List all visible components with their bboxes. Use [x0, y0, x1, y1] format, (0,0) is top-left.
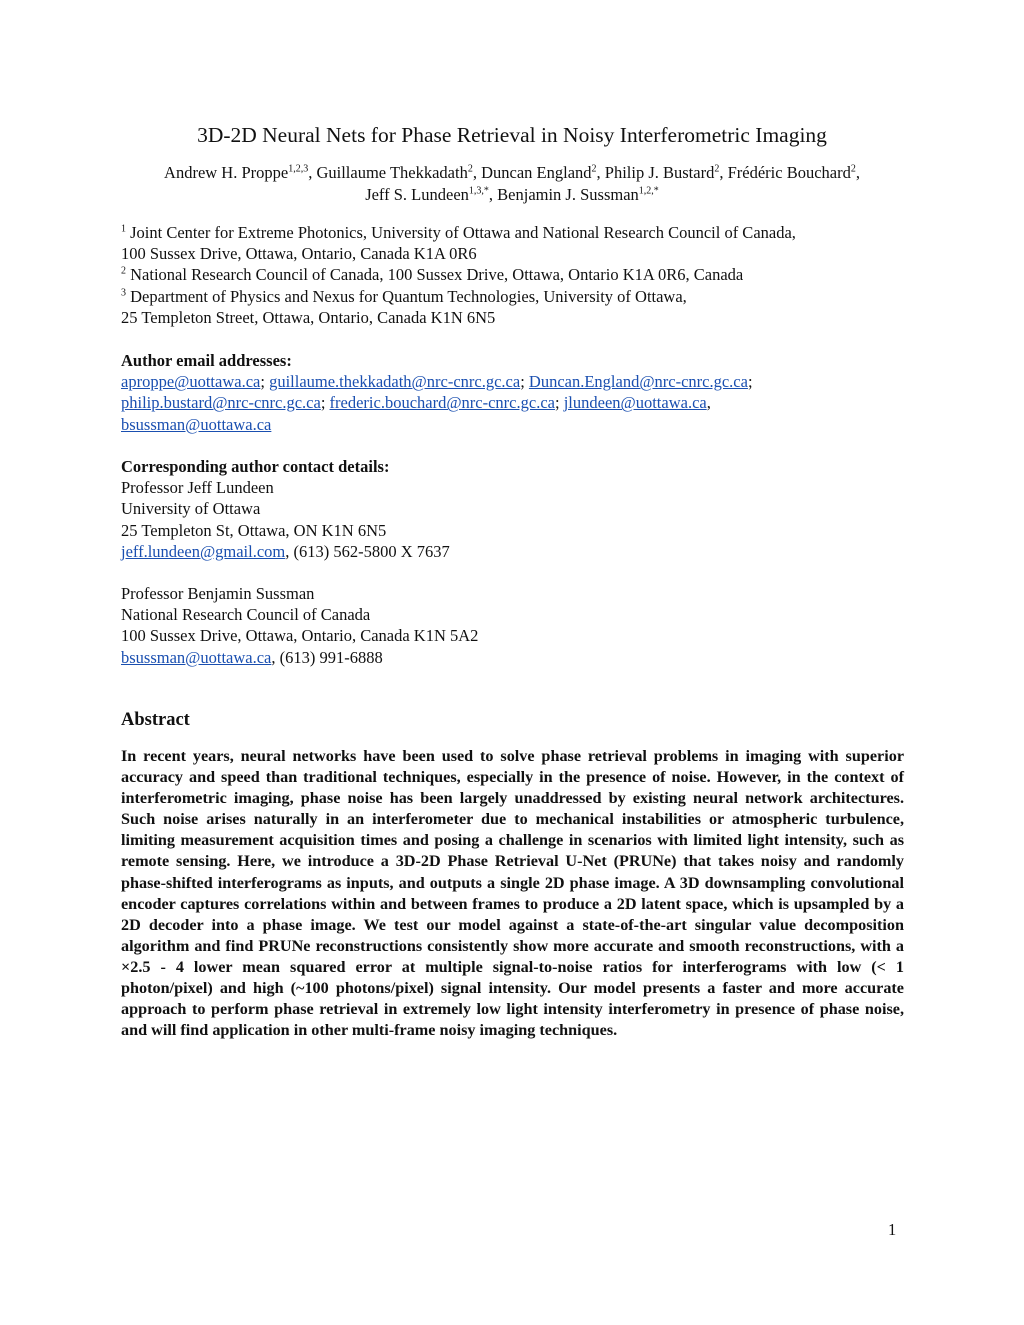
- author-affiliation: 2: [850, 163, 856, 175]
- corresponding-author-2: [121, 583, 911, 668]
- contact-email-link[interactable]: jeff.lundeen@gmail.com: [121, 541, 286, 561]
- author-name: Guillaume Thekkadath: [316, 163, 468, 182]
- email-link[interactable]: aproppe@uottawa.ca: [121, 372, 261, 392]
- paper-title: 3D-2D Neural Nets for Phase Retrieval in Noisy Interferometric Imaging: [197, 123, 827, 147]
- author-affiliation: 1,3,*: [468, 185, 489, 197]
- corresponding-author-1: [121, 456, 911, 562]
- corresponding-heading: Corresponding author contact details:: [121, 457, 390, 476]
- email-link[interactable]: frederic.bouchard@nrc-cnrc.gc.ca: [329, 393, 555, 413]
- affiliation-text: 100 Sussex Drive, Ottawa, Ontario, Canada K1A 0R6: [121, 244, 477, 264]
- email-link[interactable]: jlundeen@uottawa.ca: [563, 393, 707, 413]
- author-name: Duncan England: [481, 163, 592, 182]
- contact-address: 100 Sussex Drive, Ottawa, Ontario, Canada K1N 5A2: [121, 626, 479, 646]
- author-name: Philip J. Bustard: [604, 163, 715, 182]
- contact-phone: , (613) 562-5800 X 7637: [285, 541, 450, 561]
- contact-organization: National Research Council of Canada: [121, 605, 371, 625]
- abstract-heading: Abstract: [121, 710, 190, 730]
- author-affiliation: 2: [467, 163, 473, 175]
- affiliation-number: 2: [121, 265, 126, 277]
- author-name: Andrew H. Proppe: [164, 163, 289, 182]
- affiliation-text: National Research Council of Canada, 100 Sussex Drive, Ottawa, Ontario K1A 0R6, Canada: [126, 265, 744, 285]
- author-list: Andrew H. Proppe$^{1,2,3}$, Guillaume Thekkadath$^2$, Duncan England$^2$, Philip J. Bustard$^2$, Frédéric Bouchard$^2$, Jeff S. Lundeen$^{1,3,*}$, Benjamin J. Sussman$^{1,2,*}$: [164, 163, 860, 204]
- abstract-text: In recent years, neural networks have been used to solve phase retrieval problems in imaging with superior accuracy and speed than traditional techniques, especially in the presence of noise. However, in the context of interferometric imaging, phase noise has been largely unaddressed by existing neural network architectures. Such noise arises naturally in an interferometer due to mechanical instabilities or atmospheric turbulence, limiting measurement acquisition times and posing a challenge in scenarios with limited light intensity, such as remote sensing. Here, we introduce a 3D-2D Phase Retrieval U-Net (PRUNe) that takes noisy and randomly phase-shifted interferograms as inputs, and outputs a single 2D phase image. A 3D downsampling convolutional encoder captures correlations within and between frames to produce a 2D latent space, which is upsampled by a 2D decoder into a phase image. We test our model against a state-of-the-art singular value decomposition algorithm and find PRUNe reconstructions consistently show more accurate and smooth reconstructions, with a ×2.5 - 4 lower mean squared error at multiple signal-to-noise ratios for interferograms with low (< 1 photon/pixel) and high (~100 photons/pixel) signal intensity. Our model presents a faster and more accurate approach to perform phase retrieval in extremely low light intensity interferometry in presence of phase noise, and will find application in other multi-frame noisy imaging techniques.: [121, 747, 904, 1040]
- contact-name: Professor Benjamin Sussman: [121, 584, 315, 603]
- author-affiliation: 1,2,3: [288, 163, 309, 175]
- contact-email-link[interactable]: bsussman@uottawa.ca: [121, 647, 272, 667]
- affiliation-text: 25 Templeton Street, Ottawa, Ontario, Canada K1N 6N5: [121, 307, 496, 327]
- emails-heading: Author email addresses:: [121, 351, 292, 370]
- affiliation-number: 3: [121, 287, 126, 299]
- contact-organization: University of Ottawa: [121, 499, 261, 519]
- email-link[interactable]: bsussman@uottawa.ca: [121, 414, 272, 434]
- author-name: Benjamin J. Sussman: [497, 185, 639, 204]
- affiliation-text: Joint Center for Extreme Photonics, University of Ottawa and National Research Council of Canada,: [126, 223, 796, 242]
- affiliation-text: Department of Physics and Nexus for Quantum Technologies, University of Ottawa,: [126, 286, 687, 306]
- author-emails: Author email addresses: aproppe@uottawa.ca; guillaume.thekkadath@nrc-cnrc.gc.ca; Duncan.England@nrc-cnrc.gc.ca; philip.bustard@nrc-cnrc.gc.ca; frederic.bouchard@nrc-cnrc.gc.ca; jlundeen@uottawa.ca, bsussman@uottawa.ca: [121, 350, 911, 435]
- email-link[interactable]: philip.bustard@nrc-cnrc.gc.ca: [121, 393, 321, 413]
- contact-address: 25 Templeton St, Ottawa, ON K1N 6N5: [121, 520, 387, 540]
- affiliations: [121, 222, 911, 328]
- author-affiliation: 2: [591, 163, 597, 175]
- author-name: Jeff S. Lundeen: [365, 185, 469, 204]
- contact-phone: , (613) 991-6888: [271, 647, 383, 667]
- contact-name: Professor Jeff Lundeen: [121, 478, 274, 498]
- author-affiliation: 2: [714, 163, 720, 175]
- email-link[interactable]: Duncan.England@nrc-cnrc.gc.ca: [528, 372, 748, 392]
- affiliation-number: 1: [121, 223, 126, 235]
- author-name: Frédéric Bouchard: [727, 163, 851, 182]
- author-affiliation: 1,2,*: [638, 185, 659, 197]
- page-number: 1: [888, 1220, 897, 1239]
- email-link[interactable]: guillaume.thekkadath@nrc-cnrc.gc.ca: [269, 372, 521, 392]
